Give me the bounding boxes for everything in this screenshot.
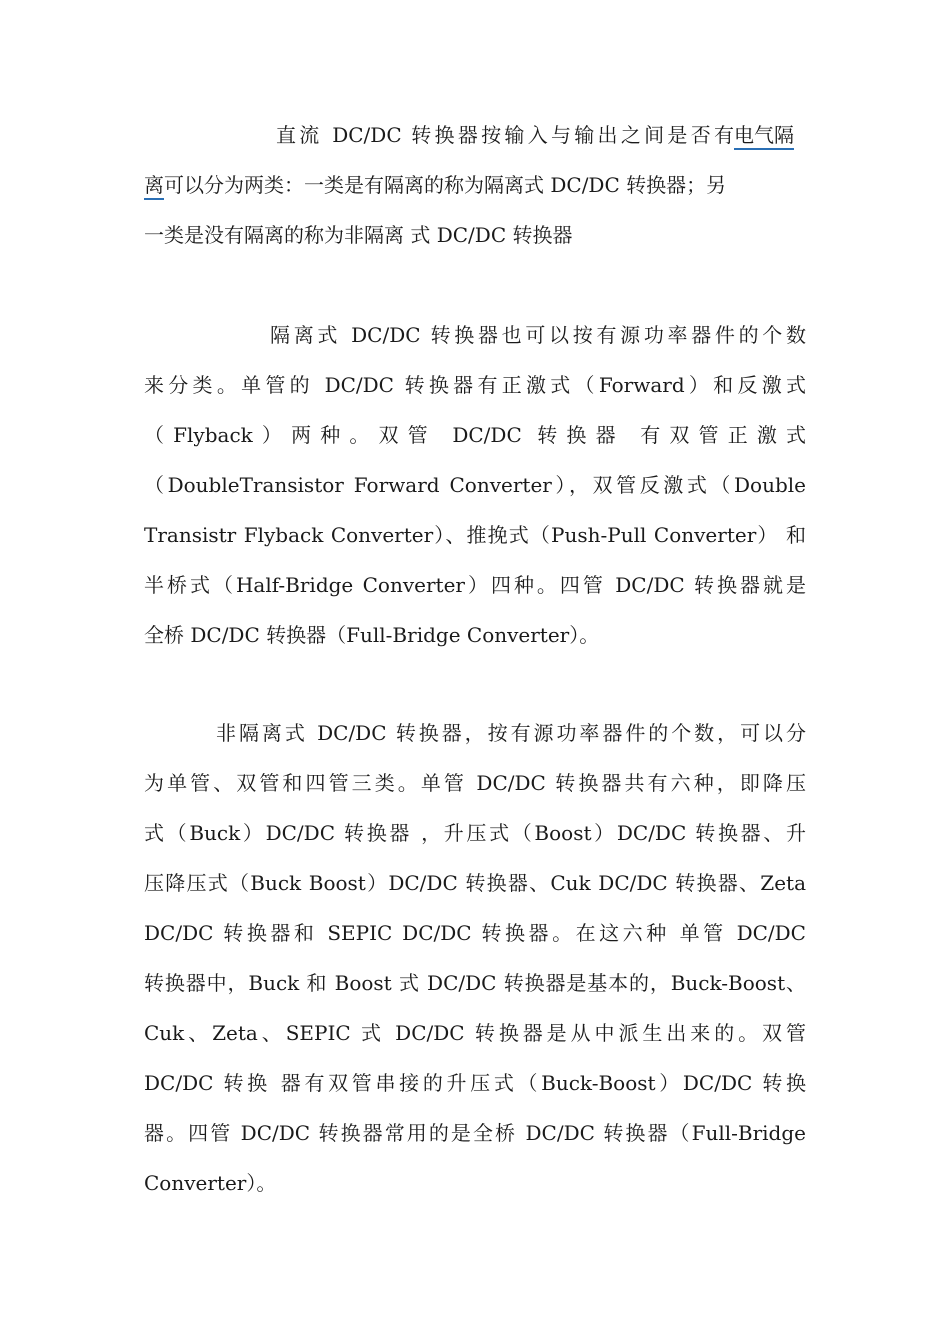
paragraph2-line6: 半桥式（Half-Bridge Converter）四种。四管 DC/DC 转换器就是: [144, 573, 806, 597]
paragraph2-line4: （DoubleTransistor Forward Converter），双管反激式（Double: [144, 473, 806, 497]
paragraph1-line2: [144, 170, 806, 200]
paragraph2-line5: Transistr Flyback Converter）、推挽式（Push-Pull Converter） 和: [144, 523, 806, 547]
paragraph1-line1-text: 直流 DC/DC 转换器按输入与输出之间是否有: [276, 123, 734, 147]
electrical-isolation-link-continued[interactable]: 离: [144, 173, 164, 200]
paragraph2-line3: （Flyback）两种。双管 DC/DC 转换器 有双管正激式: [144, 423, 806, 447]
paragraph2-line1: 隔离式 DC/DC 转换器也可以按有源功率器件的个数: [270, 323, 806, 347]
paragraph3-line7: Cuk、Zeta、SEPIC 式 DC/DC 转换器是从中派生出来的。双管: [144, 1021, 806, 1045]
paragraph3-line1: 非隔离式 DC/DC 转换器，按有源功率器件的个数，可以分: [216, 721, 806, 745]
paragraph1-line3: 一类是没有隔离的称为非隔离 式 DC/DC 转换器: [144, 223, 573, 247]
paragraph2-line2: 来分类。单管的 DC/DC 转换器有正激式（Forward）和反激式: [144, 373, 806, 397]
paragraph1-line1: [276, 120, 806, 150]
paragraph3-line5: DC/DC 转换器和 SEPIC DC/DC 转换器。在这六种 单管 DC/DC: [144, 921, 806, 945]
paragraph3-line10: Converter）。: [144, 1171, 277, 1195]
paragraph3-line4: 压降压式（Buck Boost）DC/DC 转换器、Cuk DC/DC 转换器、Zeta: [144, 871, 806, 895]
paragraph3-line2: 为单管、双管和四管三类。单管 DC/DC 转换器共有六种，即降压: [144, 771, 806, 795]
electrical-isolation-link[interactable]: 电气隔: [734, 123, 794, 150]
paragraph3-line9: 器。四管 DC/DC 转换器常用的是全桥 DC/DC 转换器（Full-Bridge: [144, 1121, 806, 1145]
paragraph3-line3: 式（Buck）DC/DC 转换器 ，升压式（Boost）DC/DC 转换器、升: [144, 821, 806, 845]
paragraph1-line2-text: 可以分为两类：一类是有隔离的称为隔离式 DC/DC 转换器；另: [164, 173, 727, 197]
paragraph3-line8: DC/DC 转换 器有双管串接的升压式（Buck-Boost）DC/DC 转换: [144, 1071, 806, 1095]
paragraph2-line7: 全桥 DC/DC 转换器（Full-Bridge Converter）。: [144, 623, 600, 647]
paragraph3-line6: 转换器中，Buck 和 Boost 式 DC/DC 转换器是基本的，Buck-Boost、: [144, 971, 806, 995]
